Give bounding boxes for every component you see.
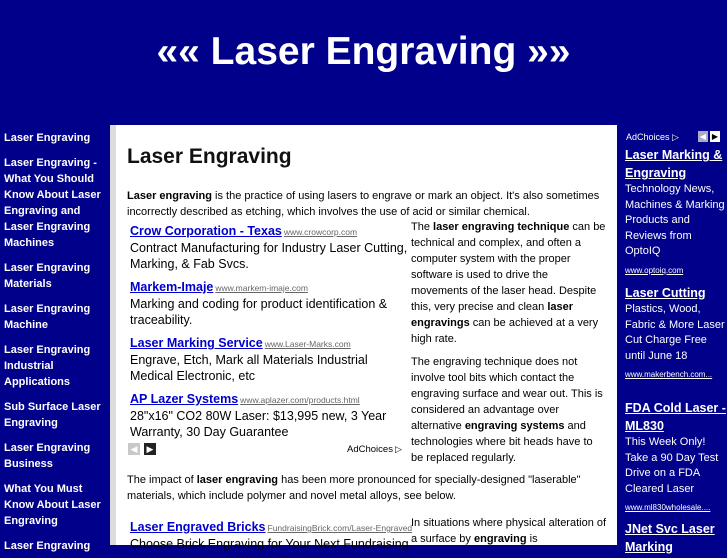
- ad-url-link[interactable]: www.optoiq.com: [625, 265, 684, 275]
- ad-url-link[interactable]: FundraisingBrick.com/Laser-Engraved: [267, 523, 413, 533]
- ad-title-link[interactable]: Markem-Imaje: [130, 280, 214, 294]
- chevron-left-icon[interactable]: ◀: [128, 443, 140, 455]
- right-ad-item: [625, 520, 727, 556]
- text: In situations where physical alteration of a surface by: [411, 517, 607, 545]
- ad-pagination: [698, 131, 720, 142]
- ad-description: Choose Brick Engraving for Your Next Fundraising: [130, 537, 409, 551]
- ad-url-link[interactable]: www.markem-imaje.com: [215, 283, 308, 293]
- alteration-paragraph: [411, 515, 607, 547]
- bold-text: engraving systems: [464, 420, 565, 432]
- sidebar-item-what-you-should-know[interactable]: Laser Engraving - What You Should Know About Laser Engraving and Laser Engraving Machines: [4, 157, 101, 249]
- inline-ad-block-2: [130, 518, 413, 558]
- text: The engraving technique does not involve tool bits which contact the engraving surface and wear out. This is considered an advantage over alternative: [411, 356, 603, 432]
- intro-bold: Laser engraving: [127, 190, 212, 202]
- adchoices-label[interactable]: [347, 444, 402, 455]
- right-ad-item: [625, 284, 727, 382]
- ad-description: 28"x16" CO2 80W Laser: $13,995 new, 3 Year Warranty, 30 Day Guarantee: [130, 409, 387, 439]
- adchoices-text: AdChoices: [347, 444, 393, 455]
- ad-title-link[interactable]: Crow Corporation - Texas: [130, 224, 282, 238]
- sidebar-item-laser-engraving[interactable]: Laser Engraving: [4, 132, 91, 144]
- ad-url-link[interactable]: www.aplazer.com/products.html: [240, 395, 360, 405]
- ad-description: Technology News, Machines & Marking Products and Reviews from OptoIQ: [625, 183, 725, 257]
- site-header: [0, 0, 727, 125]
- ad-item: [130, 518, 413, 552]
- ad-description: Engrave, Etch, Mark all Materials Industrial Medical Electronic, etc: [130, 353, 368, 383]
- ad-item: [130, 278, 408, 328]
- ad-title-link[interactable]: JNet Svc Laser Marking: [625, 522, 715, 554]
- impact-paragraph: [127, 472, 607, 504]
- sidebar-item-what-you-must-know[interactable]: What You Must Know About Laser Engraving: [4, 483, 101, 527]
- technique-paragraph: [411, 219, 607, 347]
- right-ad-item: [625, 146, 727, 278]
- ad-pagination: [128, 443, 156, 455]
- bold-text: laser engraving: [196, 474, 279, 486]
- inline-ad-block: [130, 222, 408, 446]
- main-content: [110, 125, 617, 551]
- ad-description: This Week Only! Take a 90 Day Test Drive on a FDA Cleared Laser: [625, 436, 719, 495]
- bold-text: laser engraving technique: [433, 221, 570, 233]
- text: is: [526, 533, 538, 545]
- sidebar-item-industrial-applications[interactable]: Laser Engraving Industrial Applications: [4, 344, 91, 388]
- ad-title-link[interactable]: AP Lazer Systems: [130, 392, 239, 406]
- ad-item: [130, 334, 408, 384]
- ad-title-link[interactable]: Laser Marking Service: [130, 336, 263, 350]
- adchoices-label[interactable]: [626, 132, 679, 143]
- text: The: [411, 221, 434, 233]
- ad-description: Marking and coding for product identification & traceability.: [130, 297, 388, 327]
- ad-description: Contract Manufacturing for Industry Laser Cutting, Marking, & Fab Svcs.: [130, 241, 408, 271]
- text: The impact of: [127, 474, 197, 486]
- chevron-right-icon[interactable]: ▶: [144, 443, 156, 455]
- ad-url-link[interactable]: www.makerbench.com...: [625, 370, 713, 379]
- ad-url-link[interactable]: www.ml830wholesale....: [625, 503, 711, 512]
- ad-item: [130, 390, 408, 440]
- ad-item: [130, 222, 408, 272]
- ad-title-link[interactable]: Laser Cutting: [625, 286, 706, 300]
- right-ad-column: [617, 125, 727, 554]
- ad-url-link[interactable]: www.Laser-Marks.com: [264, 339, 351, 349]
- right-ad-item: [625, 399, 727, 515]
- tool-bits-paragraph: [411, 354, 607, 466]
- adchoices-triangle-icon: ▷: [394, 444, 402, 454]
- chevron-right-icon[interactable]: ▶: [711, 132, 719, 141]
- intro-paragraph: [127, 188, 607, 220]
- chevron-left-icon[interactable]: ◀: [699, 132, 707, 141]
- site-title: «« Laser Engraving »»: [156, 30, 571, 73]
- adchoices-triangle-icon: ▷: [672, 132, 679, 142]
- adchoices-text: AdChoices: [626, 132, 670, 142]
- text: can be technical and complex, and often a computer system with the proper software is used to drive the movements of the laser head. Despite this, very precise and clean: [411, 221, 606, 313]
- ad-title-link[interactable]: Laser Engraved Bricks: [130, 520, 266, 534]
- sidebar-item-materials[interactable]: Laser Engraving Materials: [4, 262, 91, 290]
- ad-title-link[interactable]: FDA Cold Laser - ML830: [625, 401, 726, 433]
- ad-description: Plastics, Wood, Fabric & More Laser Cut Charge Free until June 18: [625, 303, 725, 362]
- sidebar-nav: [0, 125, 110, 558]
- sidebar-item-business[interactable]: Laser Engraving Business: [4, 442, 91, 470]
- ad-title-link[interactable]: Laser Marking & Engraving: [625, 148, 723, 180]
- intro-text: is the practice of using lasers to engrave or mark an object. It's also sometimes incorrectly described as etching, which involves the use of acid or similar chemical.: [127, 190, 600, 218]
- bold-text: engraving: [473, 533, 527, 545]
- sidebar-item-laser-engraving-2[interactable]: Laser Engraving: [4, 540, 91, 552]
- page-title: Laser Engraving: [127, 145, 292, 168]
- bold-text: laser engravings: [411, 301, 574, 329]
- text: can be achieved at a very high rate.: [411, 317, 599, 345]
- sidebar-item-machine[interactable]: Laser Engraving Machine: [4, 303, 91, 331]
- ad-url-link[interactable]: www.crowcorp.com: [283, 227, 358, 237]
- sidebar-item-sub-surface[interactable]: Sub Surface Laser Engraving: [4, 401, 101, 429]
- text: and technologies where bit heads have to be replaced regularly.: [411, 420, 593, 464]
- text: has been more pronounced for specially-designed "laserable" materials, which include polymer and novel metal alloys, see below.: [127, 474, 581, 502]
